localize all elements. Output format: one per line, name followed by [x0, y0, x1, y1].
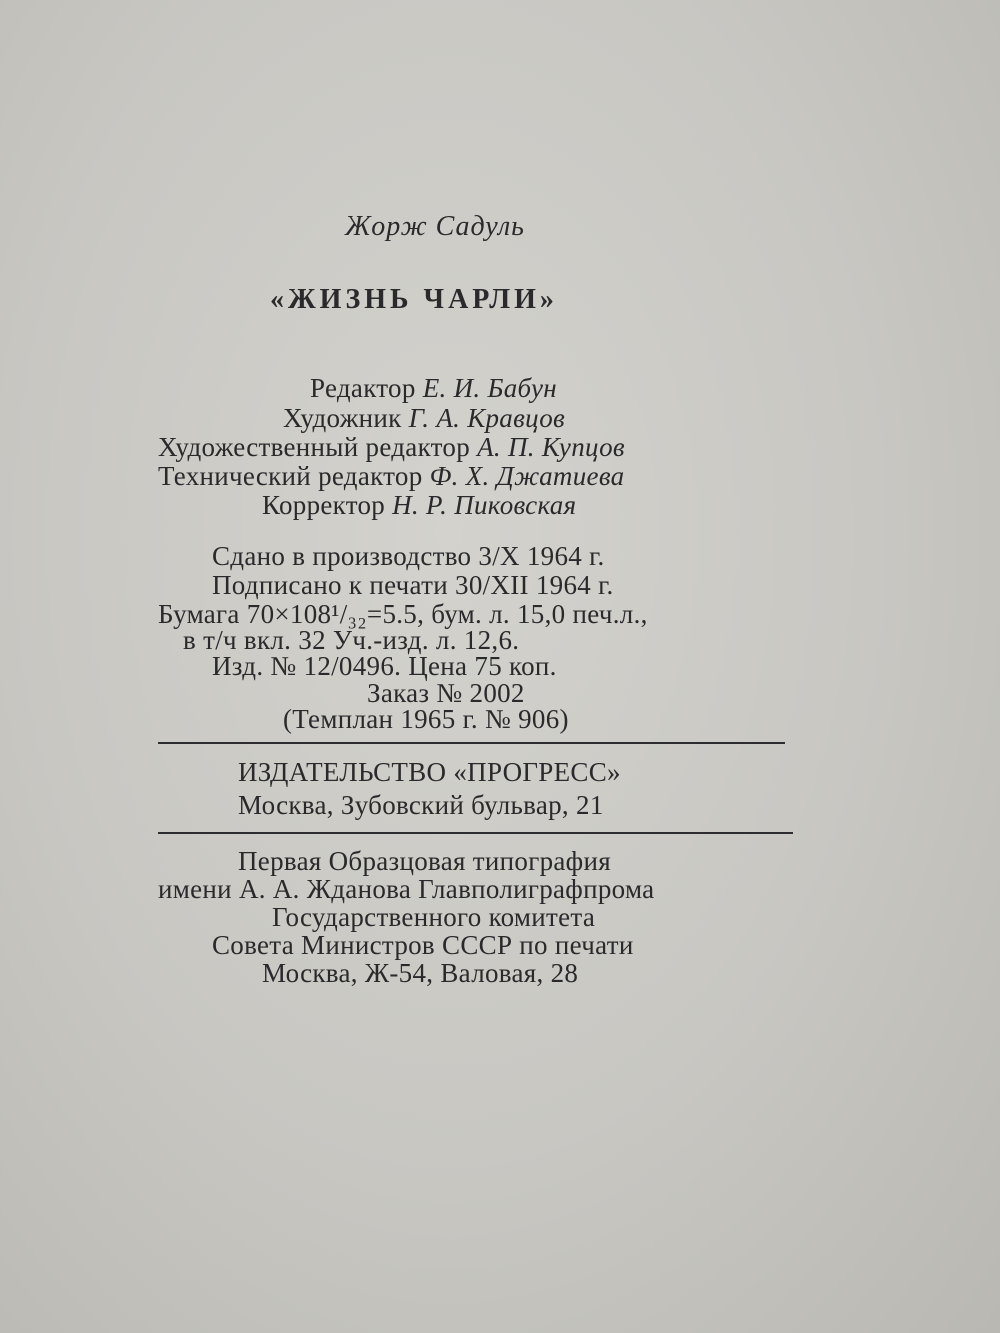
credit-proofreader [262, 490, 576, 520]
credit-person: Ф. Х. Джатиева [429, 461, 625, 491]
imprint-line-order: Заказ № 2002 [367, 678, 525, 708]
printer-line: Москва, Ж-54, Валовая, 28 [262, 958, 579, 988]
printer-line: Государственного комитета [272, 902, 596, 932]
credit-person: Н. Р. Пиковская [392, 490, 577, 520]
credit-art-editor [158, 432, 625, 462]
credit-artist [283, 403, 565, 433]
publisher-name: ИЗДАТЕЛЬСТВО «ПРОГРЕСС» [238, 757, 621, 787]
credit-tech-editor [158, 461, 624, 491]
divider [158, 742, 785, 744]
imprint-line-paper: Бумага 70×108¹/₃₂=5.5, бум. л. 15,0 печ.л., [158, 599, 648, 629]
credit-editor [310, 373, 557, 403]
credit-person: Е. И. Бабун [422, 373, 558, 403]
credit-role: Корректор [262, 490, 386, 520]
book-title: «ЖИЗНЬ ЧАРЛИ» [270, 284, 558, 315]
credit-person: Г. А. Кравцов [408, 403, 566, 433]
divider [158, 832, 793, 834]
credit-role: Технический редактор [158, 461, 423, 491]
imprint-line-signed: Подписано к печати 30/XII 1964 г. [212, 570, 614, 600]
printer-line: Первая Образцовая типография [238, 846, 611, 876]
credit-role: Художественный редактор [158, 432, 470, 462]
credit-role: Художник [283, 403, 402, 433]
imprint-line-price: Изд. № 12/0496. Цена 75 коп. [212, 651, 557, 681]
author-name: Жорж Садуль [345, 211, 525, 242]
imprint-line-plan: (Темплан 1965 г. № 906) [283, 704, 569, 734]
credit-role: Редактор [310, 373, 416, 403]
printer-line: Совета Министров СССР по печати [212, 930, 634, 960]
publisher-address: Москва, Зубовский бульвар, 21 [238, 790, 604, 820]
printer-line: имени А. А. Жданова Главполиграфпрома [158, 874, 655, 904]
imprint-line-production: Сдано в производство 3/X 1964 г. [212, 541, 605, 571]
credit-person: А. П. Купцов [477, 432, 625, 462]
imprint-line-inserts: в т/ч вкл. 32 Уч.-изд. л. 12,6. [183, 625, 520, 655]
